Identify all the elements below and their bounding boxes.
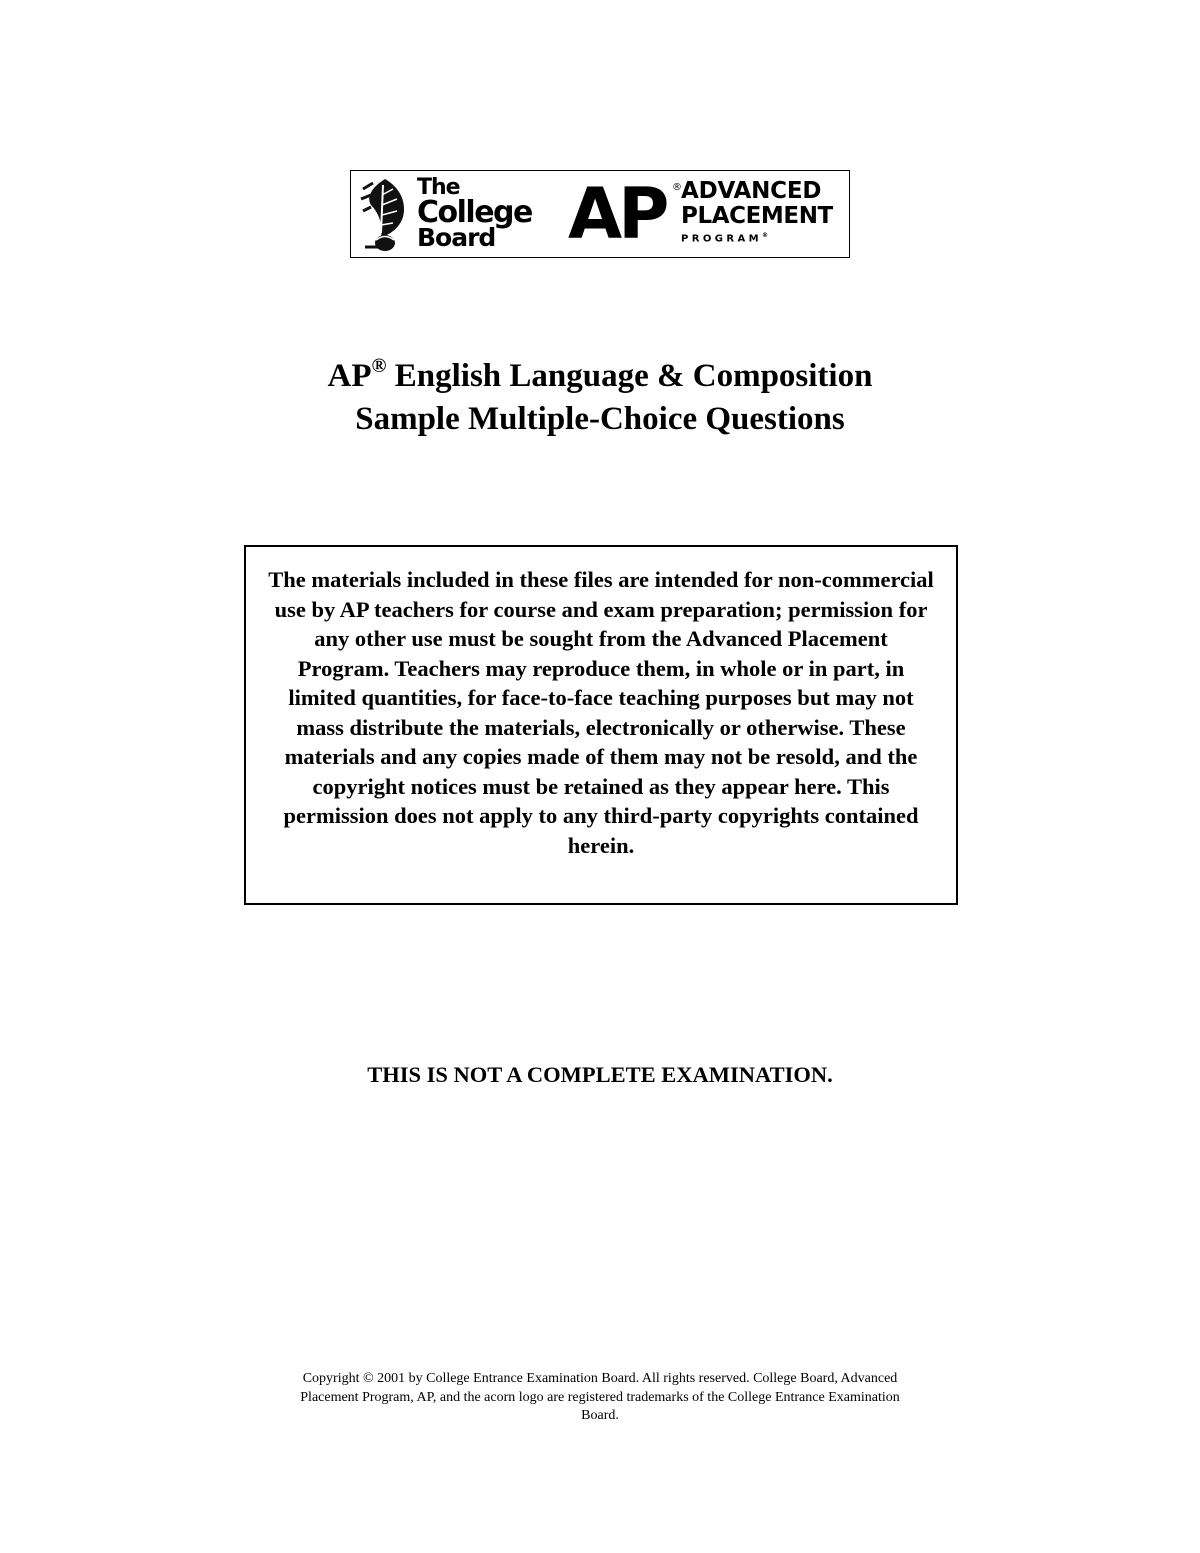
ap-wordmark-line-1: ADVANCED	[681, 178, 822, 204]
ap-wordmark-line-3	[681, 229, 833, 246]
title-line-1	[0, 355, 1200, 398]
permission-notice-box	[244, 545, 958, 905]
college-board-line-2: College	[417, 195, 532, 230]
ap-logo-letters: AP	[568, 173, 666, 255]
ap-wordmark-line-2: PLACEMENT	[681, 203, 833, 229]
title-line-2: Sample Multiple-Choice Questions	[355, 401, 845, 437]
acorn-logo-icon	[359, 177, 411, 253]
page-title	[0, 355, 1200, 441]
ap-program-mark: ®	[761, 232, 768, 239]
incomplete-exam-statement: THIS IS NOT A COMPLETE EXAMINATION.	[367, 1062, 833, 1087]
copyright-notice: Copyright © 2001 by College Entrance Examination Board. All rights reserved. College Board, Advanced Placement Program, AP, and the acorn logo are registered trademarks of the College Entrance Examination Board.	[300, 1371, 900, 1423]
title-registered-mark: ®	[371, 355, 387, 377]
college-board-wordmark	[417, 175, 532, 250]
ap-registered-mark: ®	[672, 182, 682, 193]
logo-banner	[350, 170, 850, 258]
permission-notice-text: The materials included in these files are intended for non-commercial use by AP teachers for course and exam preparation; permission for any other use must be sought from the Advanced Placement Program. Teachers may reproduce them, in whole or in part, in limited quantities, for face-to-face teaching purposes but may not mass distribute the materials, electronically or otherwise. These materials and any copies made of them may not be resold, and the copyright notices must be retained as they appear here. This permission does not apply to any third-party copyrights contained herein.	[268, 567, 934, 858]
college-board-line-1: The	[417, 175, 460, 200]
ap-program-wordmark	[681, 179, 833, 246]
college-board-line-3: Board	[417, 223, 496, 252]
title-ap: AP	[327, 358, 372, 394]
title-subject: English Language & Composition	[386, 358, 873, 394]
ap-program-text: PROGRAM	[681, 233, 762, 245]
